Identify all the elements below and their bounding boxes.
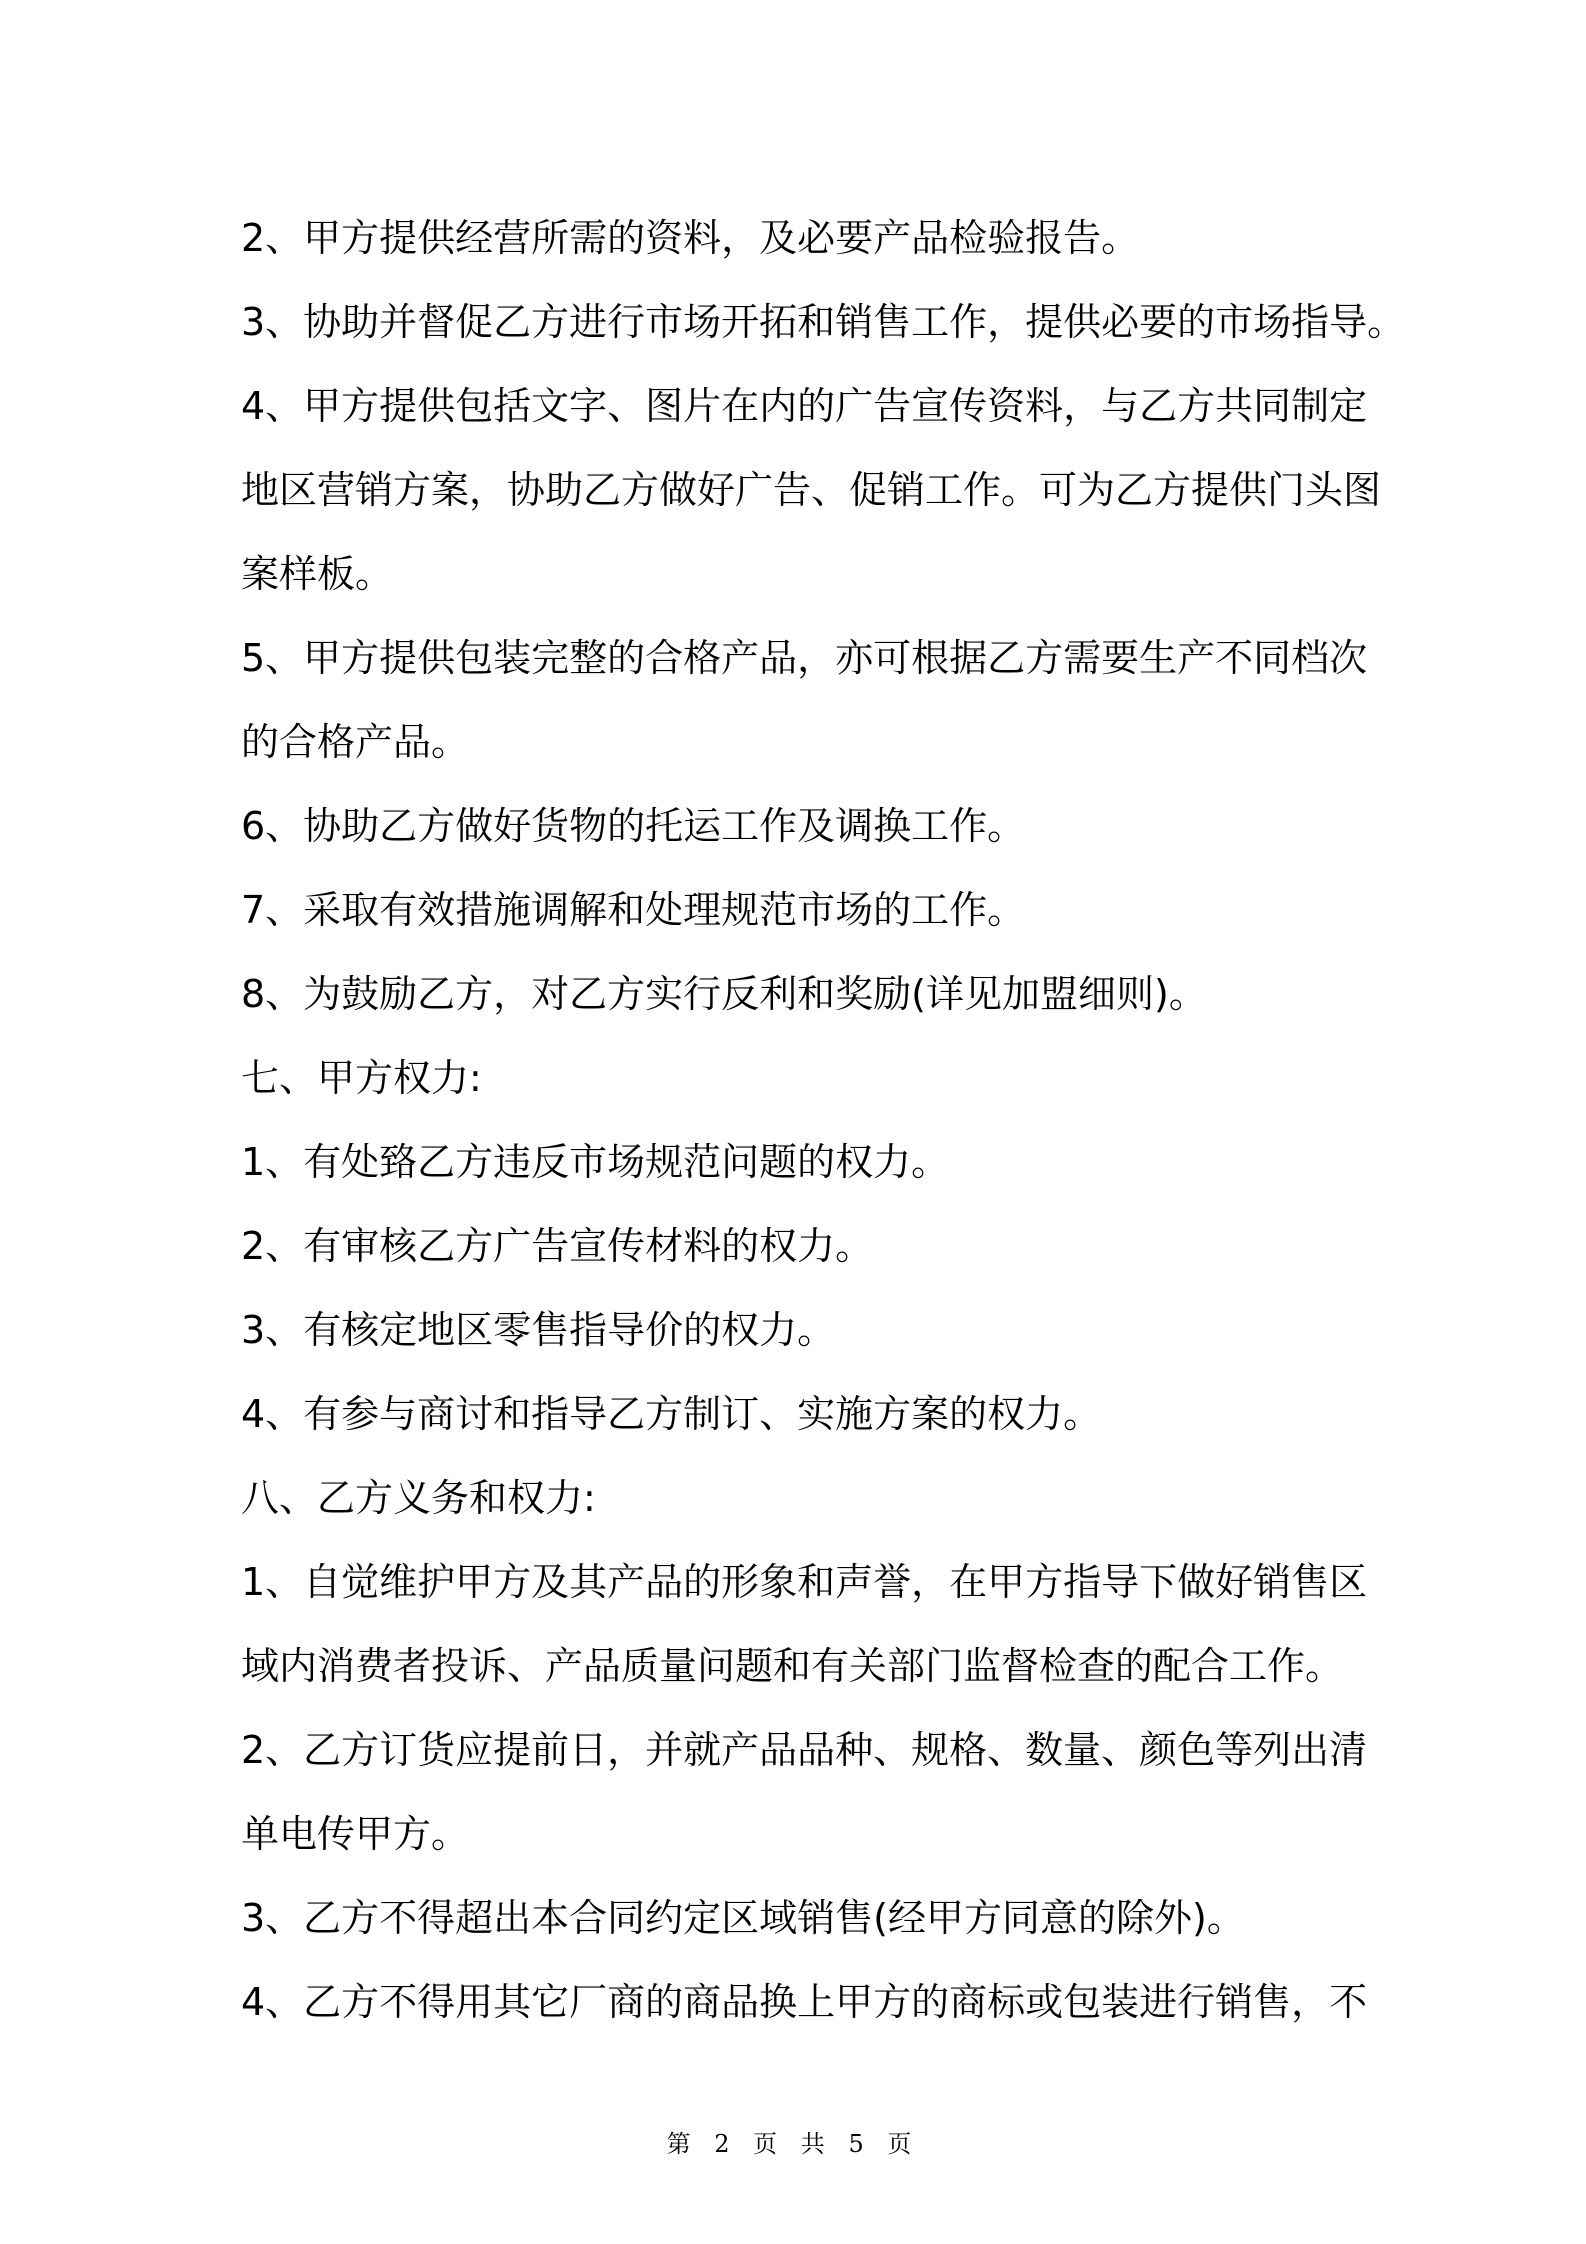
- page-number-footer: 第 2 页 共 5 页: [666, 2130, 920, 2158]
- document-body: [241, 196, 1406, 2044]
- text-line: 3、协助并督促乙方进行市场开拓和销售工作，提供必要的市场指导。: [241, 300, 1406, 344]
- text-line: 2、乙方订货应提前日，并就产品品种、规格、数量、颜色等列出清: [241, 1728, 1368, 1772]
- text-line: 1、有处臵乙方违反市场规范问题的权力。: [241, 1140, 950, 1184]
- text-line: 案样板。: [241, 552, 394, 596]
- text-line: 3、乙方不得超出本合同约定区域销售(经甲方同意的除外)。: [241, 1896, 1245, 1940]
- text-line: 地区营销方案，协助乙方做好广告、促销工作。可为乙方提供门头图: [241, 468, 1382, 512]
- text-line: 1、自觉维护甲方及其产品的形象和声誉，在甲方指导下做好销售区: [241, 1560, 1368, 1604]
- text-line: 6、协助乙方做好货物的托运工作及调换工作。: [241, 804, 1026, 848]
- text-line: 5、甲方提供包装完整的合格产品，亦可根据乙方需要生产不同档次: [241, 636, 1368, 680]
- text-line: 8、为鼓励乙方，对乙方实行反利和奖励(详见加盟细则)。: [241, 972, 1207, 1016]
- text-line: 2、甲方提供经营所需的资料，及必要产品检验报告。: [241, 216, 1140, 260]
- text-line: 4、有参与商讨和指导乙方制订、实施方案的权力。: [241, 1392, 1102, 1436]
- text-line: 的合格产品。: [241, 720, 470, 764]
- section-heading: 八、乙方义务和权力:: [241, 1476, 596, 1520]
- text-line: 3、有核定地区零售指导价的权力。: [241, 1308, 836, 1352]
- text-line: 2、有审核乙方广告宣传材料的权力。: [241, 1224, 874, 1268]
- text-line: 域内消费者投诉、产品质量问题和有关部门监督检查的配合工作。: [241, 1644, 1344, 1688]
- text-line: 4、乙方不得用其它厂商的商品换上甲方的商标或包装进行销售，不: [241, 1980, 1368, 2024]
- text-line: 4、甲方提供包括文字、图片在内的广告宣传资料，与乙方共同制定: [241, 384, 1368, 428]
- text-line: 7、采取有效措施调解和处理规范市场的工作。: [241, 888, 1026, 932]
- section-heading: 七、甲方权力:: [241, 1056, 482, 1100]
- text-line: 单电传甲方。: [241, 1812, 470, 1856]
